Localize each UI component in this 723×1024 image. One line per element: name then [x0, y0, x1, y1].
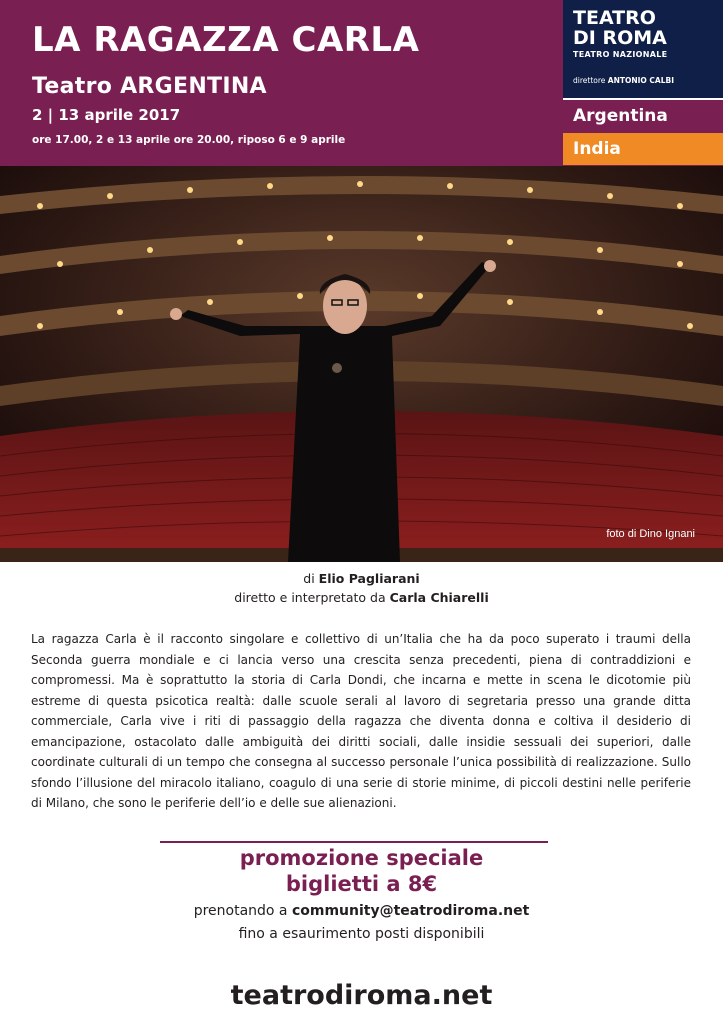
- show-description: La ragazza Carla è il racconto singolare e collettivo di un’Italia che ha da poco superato i traumi della Seconda guerra mondiale e ci lancia verso una crescita senza precedenti, piena di contraddizioni e compromessi. Ma è soprattutto la storia di Carla Dondi, che incarna e mette in scena le dicotomie più estreme di questa psicotica realtà: dalle scuole serali al lavoro di segretaria presso una grande ditta commerciale, Carla vive i riti di passaggio della ragazza che diventa donna e coltiva il desiderio di emancipazione, ostacolato dalle ambiguità dei diritti sociali, dalle insidie sessuali dei superiori, dalle coordinate culturali di un tempo che consegna al successo personale l’unica possibilità di realizzazione. Sullo sfondo l’illusione del miracolo italiano, coagulo di una serie di storie minime, di piccoli destini nelle periferie di Milano, che sono le periferie dell’io e delle sue alienazioni.: [31, 632, 691, 810]
- booking-line: [0, 903, 723, 919]
- venue-chip-india: India: [563, 133, 723, 165]
- logo-line-nazionale: TEATRO NAZIONALE: [573, 50, 668, 59]
- author-line: [0, 571, 723, 586]
- author-name: Elio Pagliarani: [318, 571, 420, 586]
- booking-prefix: prenotando a: [193, 903, 288, 919]
- logo-director: [573, 76, 674, 85]
- availability-note: fino a esaurimento posti disponibili: [238, 926, 485, 942]
- booking-email-link[interactable]: community@teatrodiroma.net: [291, 903, 530, 919]
- venue-chip-argentina: Argentina: [563, 100, 723, 132]
- promo-title: promozione speciale: [239, 846, 484, 870]
- theatre-illustration: [0, 166, 723, 562]
- promo-price: biglietti a 8€: [285, 872, 438, 896]
- website-link[interactable]: teatrodiroma.net: [230, 980, 493, 1011]
- director-line: [0, 590, 723, 605]
- stage-photo: [0, 166, 723, 562]
- logo-director-prefix: direttore: [573, 76, 606, 85]
- show-dates: 2 | 13 aprile 2017: [32, 106, 181, 124]
- show-title: LA RAGAZZA CARLA: [32, 20, 420, 60]
- logo-line-di-roma: DI ROMA: [573, 27, 667, 49]
- director-prefix: diretto e interpretato da: [234, 590, 386, 605]
- photo-credit: foto di Dino Ignani: [606, 528, 695, 540]
- teatro-di-roma-logo: [563, 0, 723, 98]
- director-name: Carla Chiarelli: [389, 590, 489, 605]
- promo-divider: [160, 841, 548, 843]
- logo-director-name: ANTONIO CALBI: [607, 76, 675, 85]
- show-times: ore 17.00, 2 e 13 aprile ore 20.00, riposo 6 e 9 aprile: [32, 134, 346, 146]
- logo-line-teatro: TEATRO: [573, 7, 656, 29]
- venue-name: Teatro ARGENTINA: [32, 74, 267, 99]
- author-prefix: di: [303, 571, 315, 586]
